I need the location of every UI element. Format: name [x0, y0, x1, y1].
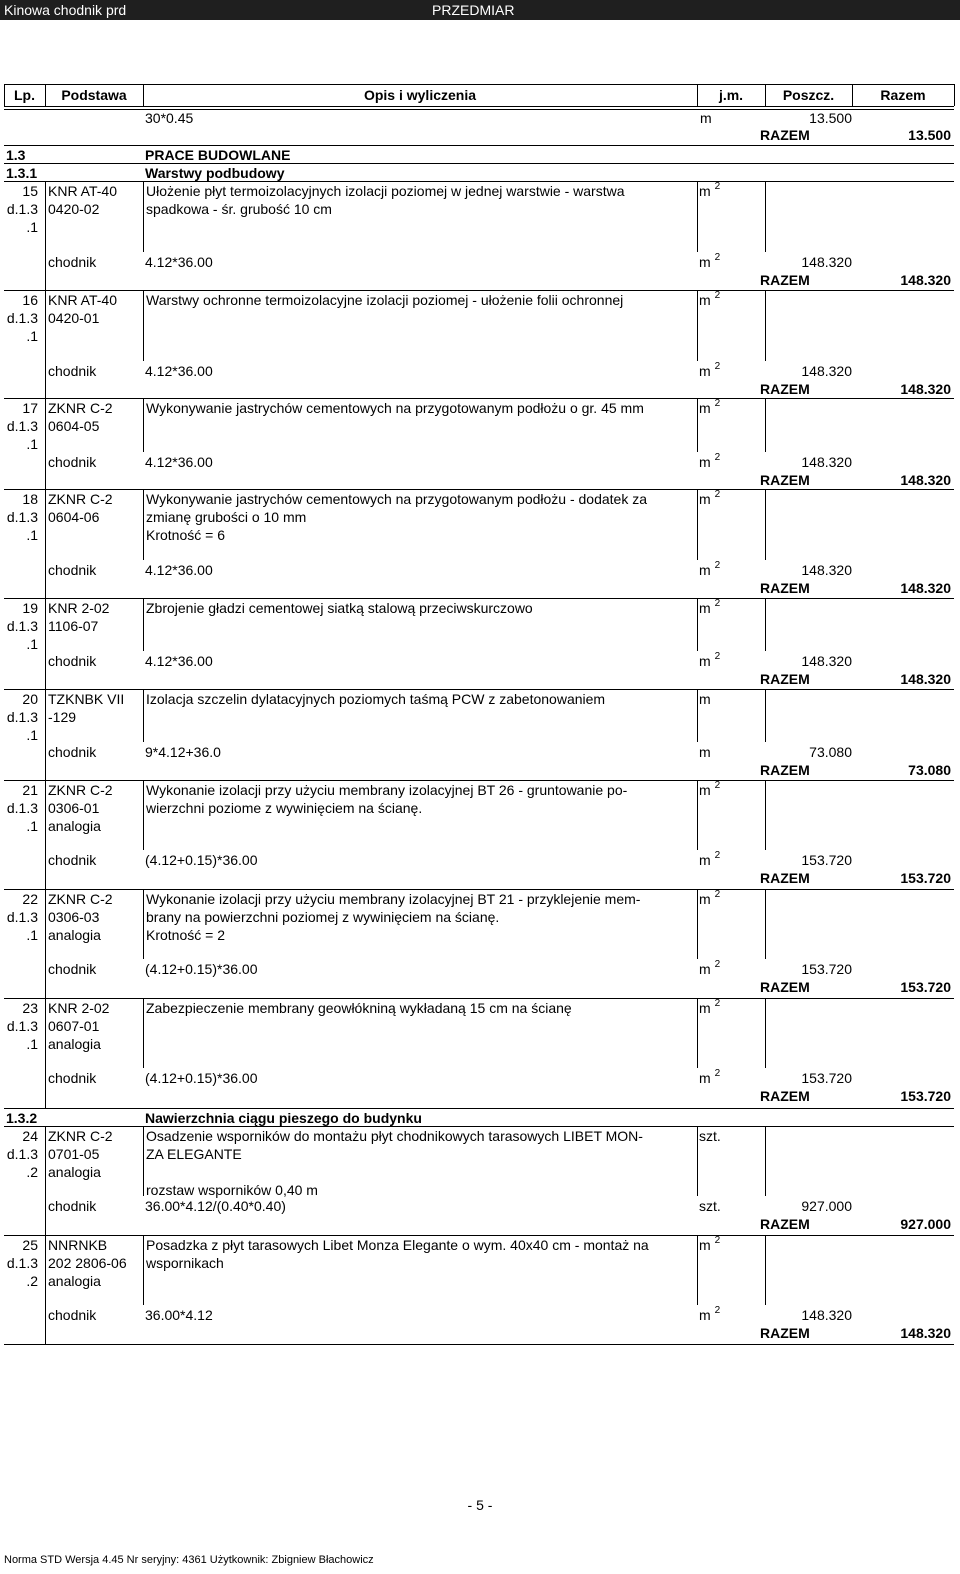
calc-value: 148.320	[801, 454, 852, 470]
column-divider	[45, 1235, 46, 1305]
column-divider	[143, 689, 144, 742]
razem-value: 153.720	[900, 870, 951, 886]
column-divider	[697, 398, 698, 452]
item-number: 17	[22, 400, 38, 416]
unit-exponent: 2	[714, 489, 721, 500]
column-divider	[143, 489, 144, 560]
row-divider	[4, 780, 954, 781]
item-number: d.1.3	[6, 1018, 38, 1034]
item-base-code: KNR 2-02	[48, 600, 110, 616]
unit-exponent: 2	[714, 252, 721, 263]
item-unit: m $^2$	[699, 1235, 721, 1253]
column-divider	[697, 1235, 698, 1305]
item-number: 18	[22, 491, 38, 507]
razem-value: 148.320	[900, 580, 951, 596]
column-divider	[143, 1126, 144, 1196]
project-name: Kinowa chodnik prd	[4, 2, 127, 18]
unit-exponent: 2	[714, 181, 721, 192]
calc-formula: 4.12*36.00	[145, 254, 213, 270]
item-number: .1	[26, 636, 38, 652]
column-divider	[765, 398, 766, 452]
item-base-code: ZKNR C-2	[48, 891, 113, 907]
item-number: d.1.3	[6, 709, 38, 725]
calc-label: chodnik	[48, 254, 97, 270]
item-base-code: analogia	[48, 1164, 101, 1180]
table-header-bottom-border	[4, 106, 954, 107]
column-divider	[765, 889, 766, 959]
column-divider	[45, 651, 46, 689]
header-opis: Opis i wyliczenia	[363, 87, 477, 103]
item-description: zmianę grubości o 10 mm	[146, 509, 307, 525]
item-description: wspornikach	[146, 1255, 224, 1271]
item-description: Warstwy ochronne termoizolacyjne izolacji poziomej - ułożenie folii ochronnej	[146, 292, 624, 308]
calc-unit: m $^2$	[699, 850, 721, 868]
item-description: Ułożenie płyt termoizolacyjnych izolacji poziomej w jednej warstwie - warstwa	[146, 183, 625, 199]
carry-unit: m	[700, 110, 712, 126]
item-number: 20	[22, 691, 38, 707]
calc-formula: 36.00*4.12/(0.40*0.40)	[145, 1198, 286, 1214]
section-title: PRACE BUDOWLANE	[145, 147, 291, 163]
carry-value: 13.500	[809, 110, 852, 126]
column-divider	[45, 489, 46, 560]
calc-label: chodnik	[48, 1198, 97, 1214]
calc-value: 927.000	[801, 1198, 852, 1214]
calc-label: chodnik	[48, 744, 97, 760]
calc-formula: 4.12*36.00	[145, 363, 213, 379]
razem-value: 927.000	[900, 1216, 951, 1232]
unit-exponent: 2	[714, 398, 721, 409]
column-divider	[143, 598, 144, 651]
column-divider	[45, 452, 46, 489]
razem-value: 148.320	[900, 1325, 951, 1341]
calc-label: chodnik	[48, 961, 97, 977]
calc-unit: m $^2$	[699, 361, 721, 379]
calc-unit: m $^2$	[699, 651, 721, 669]
item-base-code: analogia	[48, 927, 101, 943]
item-base-code: -129	[48, 709, 77, 725]
column-divider	[45, 959, 46, 998]
row-divider	[4, 1344, 954, 1345]
item-number: 25	[22, 1237, 38, 1253]
calc-label: chodnik	[48, 454, 97, 470]
item-number: d.1.3	[6, 1146, 38, 1162]
item-base-code: 0420-02	[48, 201, 100, 217]
column-divider	[45, 780, 46, 850]
item-base-code: ZKNR C-2	[48, 400, 113, 416]
item-number: .1	[26, 927, 38, 943]
column-divider	[45, 889, 46, 959]
item-base-code: 0306-03	[48, 909, 100, 925]
item-base-code: 0701-05	[48, 1146, 100, 1162]
item-number: d.1.3	[6, 418, 38, 434]
calc-unit: m	[699, 744, 711, 760]
column-divider	[765, 181, 766, 252]
item-number: 19	[22, 600, 38, 616]
calc-value: 153.720	[801, 852, 852, 868]
item-base-code: ZKNR C-2	[48, 491, 113, 507]
item-number: .1	[26, 527, 38, 543]
item-unit: m $^2$	[699, 598, 721, 616]
item-number: .2	[26, 1164, 38, 1180]
item-base-code: analogia	[48, 1273, 101, 1289]
row-divider	[4, 998, 954, 999]
razem-label: RAZEM	[760, 1088, 810, 1104]
column-divider	[143, 181, 144, 252]
item-number: 22	[22, 891, 38, 907]
row-divider	[4, 145, 954, 146]
calc-label: chodnik	[48, 1307, 97, 1323]
razem-label: RAZEM	[760, 472, 810, 488]
item-number: d.1.3	[6, 800, 38, 816]
item-base-code: KNR 2-02	[48, 1000, 110, 1016]
item-number: .1	[26, 727, 38, 743]
item-description: Wykonywanie jastrychów cementowych na przygotowanym podłożu - dodatek za	[146, 491, 648, 507]
razem-value: 148.320	[900, 671, 951, 687]
column-divider	[765, 489, 766, 560]
item-number: d.1.3	[6, 310, 38, 326]
calc-formula: 4.12*36.00	[145, 562, 213, 578]
unit-exponent: 2	[714, 959, 721, 970]
item-description: Izolacja szczelin dylatacyjnych poziomych taśmą PCW z zabetonowaniem	[146, 691, 606, 707]
calc-label: chodnik	[48, 1070, 97, 1086]
column-divider	[697, 290, 698, 361]
calc-value: 148.320	[801, 363, 852, 379]
column-divider	[45, 560, 46, 598]
item-base-code: analogia	[48, 1036, 101, 1052]
item-number: .1	[26, 219, 38, 235]
item-description: Zbrojenie gładzi cementowej siatką stalową przeciwskurczowo	[146, 600, 533, 616]
calc-formula: (4.12+0.15)*36.00	[145, 1070, 258, 1086]
column-divider	[45, 850, 46, 889]
column-divider	[765, 1126, 766, 1196]
column-divider	[45, 598, 46, 651]
column-divider	[45, 689, 46, 742]
calc-unit: m $^2$	[699, 1068, 721, 1086]
header-lp: Lp.	[14, 87, 35, 103]
row-divider	[4, 1235, 954, 1236]
column-divider	[765, 598, 766, 651]
item-number: .2	[26, 1273, 38, 1289]
unit-exponent: 2	[714, 361, 721, 372]
item-description: Wykonanie izolacji przy użyciu membrany izolacyjnej BT 21 - przyklejenie mem-	[146, 891, 641, 907]
item-unit: m $^2$	[699, 489, 721, 507]
row-divider	[4, 1126, 954, 1127]
item-description: brany na powierzchni poziomej z wywinięciem na ścianę.	[146, 909, 500, 925]
unit-exponent: 2	[714, 452, 721, 463]
unit-exponent: 2	[714, 560, 721, 571]
column-divider	[45, 398, 46, 452]
razem-label: RAZEM	[760, 762, 810, 778]
item-number: d.1.3	[6, 909, 38, 925]
unit-exponent: 2	[714, 598, 721, 609]
row-divider	[4, 889, 954, 890]
razem-label: RAZEM	[760, 870, 810, 886]
item-base-code: 0306-01	[48, 800, 100, 816]
calc-value: 148.320	[801, 653, 852, 669]
item-unit: szt.	[699, 1128, 721, 1144]
column-divider	[143, 398, 144, 452]
document-title: PRZEDMIAR	[432, 2, 515, 18]
item-base-code: 0604-06	[48, 509, 100, 525]
item-description: Krotność = 6	[146, 527, 225, 543]
item-number: .1	[26, 436, 38, 452]
unit-exponent: 2	[714, 1235, 721, 1246]
column-divider	[143, 780, 144, 850]
row-divider	[4, 1108, 954, 1109]
calc-formula: 36.00*4.12	[145, 1307, 213, 1323]
razem-label: RAZEM	[760, 381, 810, 397]
item-base-code: ZKNR C-2	[48, 1128, 113, 1144]
item-description: Osadzenie wsporników do montażu płyt chodnikowych tarasowych LIBET MON-	[146, 1128, 643, 1144]
row-divider	[4, 598, 954, 599]
calc-value: 148.320	[801, 254, 852, 270]
item-unit: m $^2$	[699, 780, 721, 798]
header-jm: j.m.	[718, 87, 744, 103]
item-unit: m	[699, 691, 711, 707]
calc-unit: m $^2$	[699, 1305, 721, 1323]
razem-value: 13.500	[908, 127, 951, 143]
item-unit: m $^2$	[699, 398, 721, 416]
item-number: .1	[26, 1036, 38, 1052]
header-poszcz: Poszcz.	[782, 87, 835, 103]
column-divider	[45, 1196, 46, 1235]
column-divider	[765, 290, 766, 361]
razem-value: 73.080	[908, 762, 951, 778]
column-divider	[697, 889, 698, 959]
item-number: d.1.3	[6, 1255, 38, 1271]
item-description: spadkowa - śr. grubość 10 cm	[146, 201, 332, 217]
section-number: 1.3	[6, 147, 26, 163]
section-title: Warstwy podbudowy	[145, 165, 285, 181]
razem-label: RAZEM	[760, 580, 810, 596]
column-divider	[765, 998, 766, 1068]
item-description: ZA ELEGANTE	[146, 1146, 242, 1162]
item-description: Krotność = 2	[146, 927, 225, 943]
item-number: .1	[26, 328, 38, 344]
column-divider	[45, 1068, 46, 1108]
item-base-code: analogia	[48, 818, 101, 834]
unit-exponent: 2	[714, 651, 721, 662]
header-podstawa: Podstawa	[61, 87, 127, 103]
row-divider	[4, 398, 954, 399]
item-base-code: 0604-05	[48, 418, 100, 434]
razem-value: 153.720	[900, 979, 951, 995]
section-number: 1.3.2	[6, 1110, 38, 1126]
calc-formula: (4.12+0.15)*36.00	[145, 961, 258, 977]
page-header-bar	[0, 0, 960, 20]
item-number: .1	[26, 818, 38, 834]
item-number: 16	[22, 292, 38, 308]
unit-exponent: 2	[714, 1305, 721, 1316]
column-divider	[45, 998, 46, 1068]
item-number: d.1.3	[6, 509, 38, 525]
item-number: d.1.3	[6, 618, 38, 634]
item-unit: m $^2$	[699, 290, 721, 308]
item-base-code: 0607-01	[48, 1018, 100, 1034]
software-footer: Norma STD Wersja 4.45 Nr seryjny: 4361 Użytkownik: Zbigniew Błachowicz	[4, 1554, 374, 1566]
calc-label: chodnik	[48, 562, 97, 578]
item-base-code: KNR AT-40	[48, 183, 117, 199]
unit-exponent: 2	[714, 780, 721, 791]
calc-unit: m $^2$	[699, 252, 721, 270]
razem-label: RAZEM	[760, 671, 810, 687]
calc-formula: (4.12+0.15)*36.00	[145, 852, 258, 868]
column-divider	[697, 1126, 698, 1196]
calc-formula: 4.12*36.00	[145, 454, 213, 470]
header-column-divider	[954, 84, 955, 106]
calc-formula: 9*4.12+36.0	[145, 744, 221, 760]
item-description: rozstaw wsporników 0,40 m	[146, 1182, 318, 1198]
item-base-code: TZKNBK VII	[48, 691, 125, 707]
razem-label: RAZEM	[760, 1325, 810, 1341]
row-divider	[4, 290, 954, 291]
razem-label: RAZEM	[760, 979, 810, 995]
row-divider	[4, 689, 954, 690]
section-title: Nawierzchnia ciągu pieszego do budynku	[145, 1110, 422, 1126]
calc-formula: 4.12*36.00	[145, 653, 213, 669]
unit-exponent: 2	[714, 1068, 721, 1079]
item-base-code: 0420-01	[48, 310, 100, 326]
calc-label: chodnik	[48, 653, 97, 669]
carry-formula: 30*0.45	[145, 110, 194, 126]
calc-value: 148.320	[801, 1307, 852, 1323]
item-base-code: KNR AT-40	[48, 292, 117, 308]
header-razem: Razem	[880, 87, 926, 103]
column-divider	[143, 889, 144, 959]
column-divider	[45, 181, 46, 252]
column-divider	[143, 290, 144, 361]
calc-unit: szt.	[699, 1198, 721, 1214]
unit-exponent: 2	[714, 850, 721, 861]
razem-value: 148.320	[900, 272, 951, 288]
column-divider	[697, 780, 698, 850]
column-divider	[45, 1305, 46, 1344]
item-description: wierzchni poziome z wywinięciem na ścianę.	[146, 800, 423, 816]
column-divider	[697, 598, 698, 651]
razem-label: RAZEM	[760, 1216, 810, 1232]
item-unit: m $^2$	[699, 889, 721, 907]
item-number: 23	[22, 1000, 38, 1016]
column-divider	[697, 181, 698, 252]
column-divider	[45, 252, 46, 290]
calc-unit: m $^2$	[699, 959, 721, 977]
item-number: 15	[22, 183, 38, 199]
column-divider	[697, 998, 698, 1068]
column-divider	[45, 290, 46, 361]
column-divider	[765, 1235, 766, 1305]
item-number: 24	[22, 1128, 38, 1144]
item-base-code: 1106-07	[48, 618, 99, 634]
razem-value: 148.320	[900, 472, 951, 488]
unit-exponent: 2	[714, 290, 721, 301]
column-divider	[143, 998, 144, 1068]
item-number: 21	[22, 782, 38, 798]
column-divider	[45, 1126, 46, 1196]
item-description: Wykonywanie jastrychów cementowych na przygotowanym podłożu o gr. 45 mm	[146, 400, 644, 416]
item-base-code: ZKNR C-2	[48, 782, 113, 798]
item-base-code: NNRNKB	[48, 1237, 108, 1253]
calc-value: 73.080	[809, 744, 852, 760]
calc-unit: m $^2$	[699, 560, 721, 578]
column-divider	[765, 780, 766, 850]
item-number: d.1.3	[6, 201, 38, 217]
calc-label: chodnik	[48, 852, 97, 868]
item-unit: m $^2$	[699, 181, 721, 199]
calc-unit: m $^2$	[699, 452, 721, 470]
column-divider	[45, 361, 46, 398]
calc-value: 153.720	[801, 1070, 852, 1086]
unit-exponent: 2	[714, 998, 721, 1009]
item-unit: m $^2$	[699, 998, 721, 1016]
section-number: 1.3.1	[6, 165, 38, 181]
item-base-code: 202 2806-06	[48, 1255, 127, 1271]
row-divider	[4, 163, 954, 164]
row-divider	[4, 489, 954, 490]
column-divider	[45, 742, 46, 780]
item-description: Zabezpieczenie membrany geowłókniną wykładaną 15 cm na ścianę	[146, 1000, 572, 1016]
razem-value: 153.720	[900, 1088, 951, 1104]
razem-value: 148.320	[900, 381, 951, 397]
calc-value: 153.720	[801, 961, 852, 977]
column-divider	[697, 689, 698, 742]
item-description: Wykonanie izolacji przy użyciu membrany izolacyjnej BT 26 - gruntowanie po-	[146, 782, 628, 798]
row-divider	[4, 181, 954, 182]
column-divider	[143, 1235, 144, 1305]
calc-value: 148.320	[801, 562, 852, 578]
razem-label: RAZEM	[760, 272, 810, 288]
page-number: - 5 -	[467, 1497, 493, 1513]
calc-label: chodnik	[48, 363, 97, 379]
table-header-top-border	[4, 84, 954, 85]
column-divider	[697, 489, 698, 560]
column-divider	[765, 689, 766, 742]
razem-label: RAZEM	[760, 127, 810, 143]
unit-exponent: 2	[714, 889, 721, 900]
item-description: Posadzka z płyt tarasowych Libet Monza Elegante o wym. 40x40 cm - montaż na	[146, 1237, 649, 1253]
